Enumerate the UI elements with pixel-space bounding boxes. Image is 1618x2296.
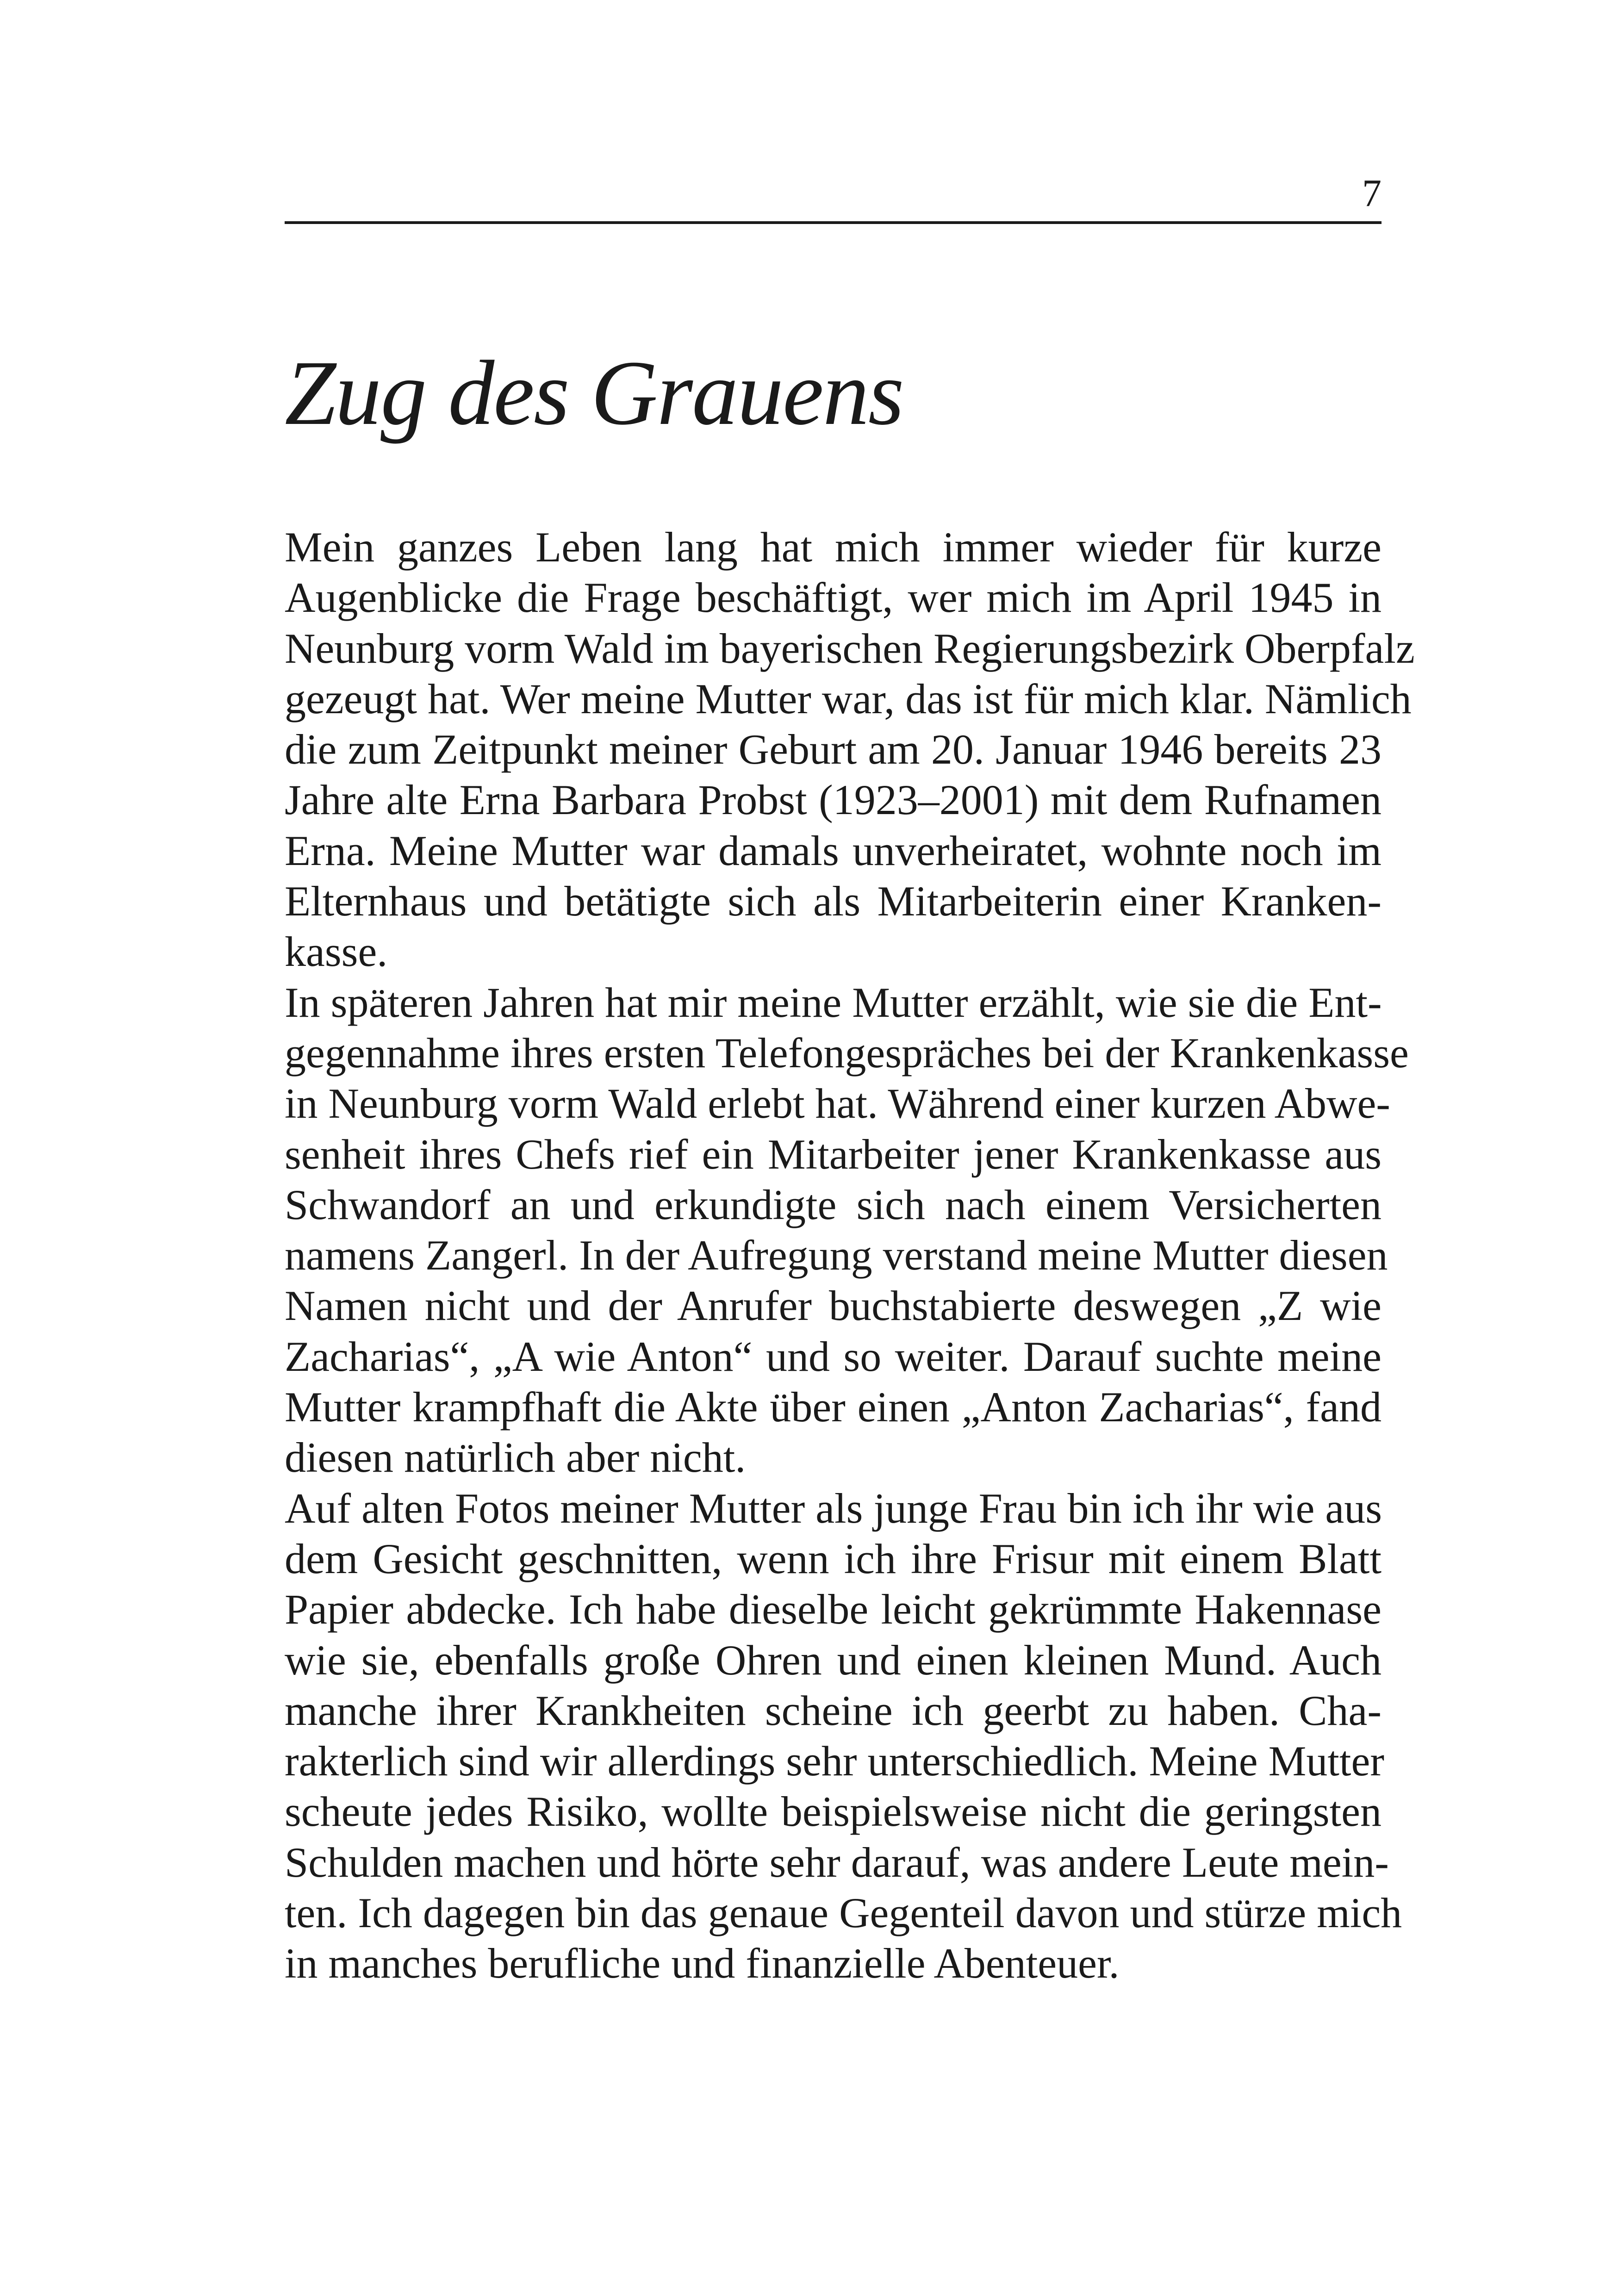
text-line: wie sie, ebenfalls große Ohren und einen kleinen Mund. Auch: [285, 1636, 1382, 1684]
text-line: gezeugt hat. Wer meine Mutter war, das ist für mich klar. Nämlich: [285, 675, 1412, 722]
text-line: Jahre alte Erna Barbara Probst (1923–2001) mit dem Rufnamen: [285, 776, 1382, 824]
body-text: [285, 522, 1415, 1989]
text-line: ten. Ich dagegen bin das genaue Gegenteil davon und stürze mich: [285, 1889, 1402, 1937]
text-line: kasse.: [285, 928, 388, 976]
text-line: Zacharias“, „A wie Anton“ und so weiter. Darauf suchte meine: [285, 1332, 1382, 1380]
text-line: Neunburg vorm Wald im bayerischen Regierungsbezirk Oberpfalz: [285, 624, 1415, 672]
text-line: gegennahme ihres ersten Telefongespräches bei der Krankenkasse: [285, 1029, 1409, 1076]
text-line: namens Zangerl. In der Aufregung verstand meine Mutter diesen: [285, 1232, 1388, 1279]
text-line: Papier abdecke. Ich habe dieselbe leicht gekrümmte Hakennase: [285, 1586, 1382, 1633]
text-line: rakterlich sind wir allerdings sehr unterschiedlich. Meine Mutter: [285, 1737, 1384, 1785]
text-line: Augenblicke die Frage beschäftigt, wer mich im April 1945 in: [285, 574, 1382, 622]
text-line: senheit ihres Chefs rief ein Mitarbeiter jener Krankenkasse aus: [285, 1130, 1382, 1178]
text-line: Namen nicht und der Anrufer buchstabierte deswegen „Z wie: [285, 1282, 1382, 1330]
text-line: Erna. Meine Mutter war damals unverheiratet, wohnte noch im: [285, 827, 1382, 874]
chapter-title: Zug des Grauens: [285, 342, 903, 444]
text-line: die zum Zeitpunkt meiner Geburt am 20. Januar 1946 bereits 23: [285, 726, 1382, 773]
text-line: Schwandorf an und erkundigte sich nach einem Versicherten: [285, 1181, 1382, 1228]
text-line: scheute jedes Risiko, wollte beispielsweise nicht die geringsten: [285, 1788, 1382, 1836]
text-line: Schulden machen und hörte sehr darauf, was andere Leute mein-: [285, 1838, 1389, 1886]
text-line: Mein ganzes Leben lang hat mich immer wieder für kurze: [285, 523, 1382, 571]
text-line: manche ihrer Krankheiten scheine ich geerbt zu haben. Cha-: [285, 1686, 1382, 1734]
text-line: in Neunburg vorm Wald erlebt hat. Während einer kurzen Abwe-: [285, 1080, 1390, 1127]
text-line: in manches berufliche und finanzielle Abenteuer.: [285, 1940, 1120, 1987]
text-line: Auf alten Fotos meiner Mutter als junge Frau bin ich ihr wie aus: [285, 1484, 1382, 1532]
header-rule: [285, 221, 1382, 224]
text-line: diesen natürlich aber nicht.: [285, 1434, 746, 1481]
page-number: 7: [1362, 172, 1382, 215]
text-line: dem Gesicht geschnitten, wenn ich ihre Frisur mit einem Blatt: [285, 1535, 1382, 1582]
text-line: Mutter krampfhaft die Akte über einen „Anton Zacharias“, fand: [285, 1383, 1382, 1431]
text-line: In späteren Jahren hat mir meine Mutter erzählt, wie sie die Ent-: [285, 978, 1382, 1026]
text-line: Elternhaus und betätigte sich als Mitarbeiterin einer Kranken-: [285, 877, 1382, 925]
